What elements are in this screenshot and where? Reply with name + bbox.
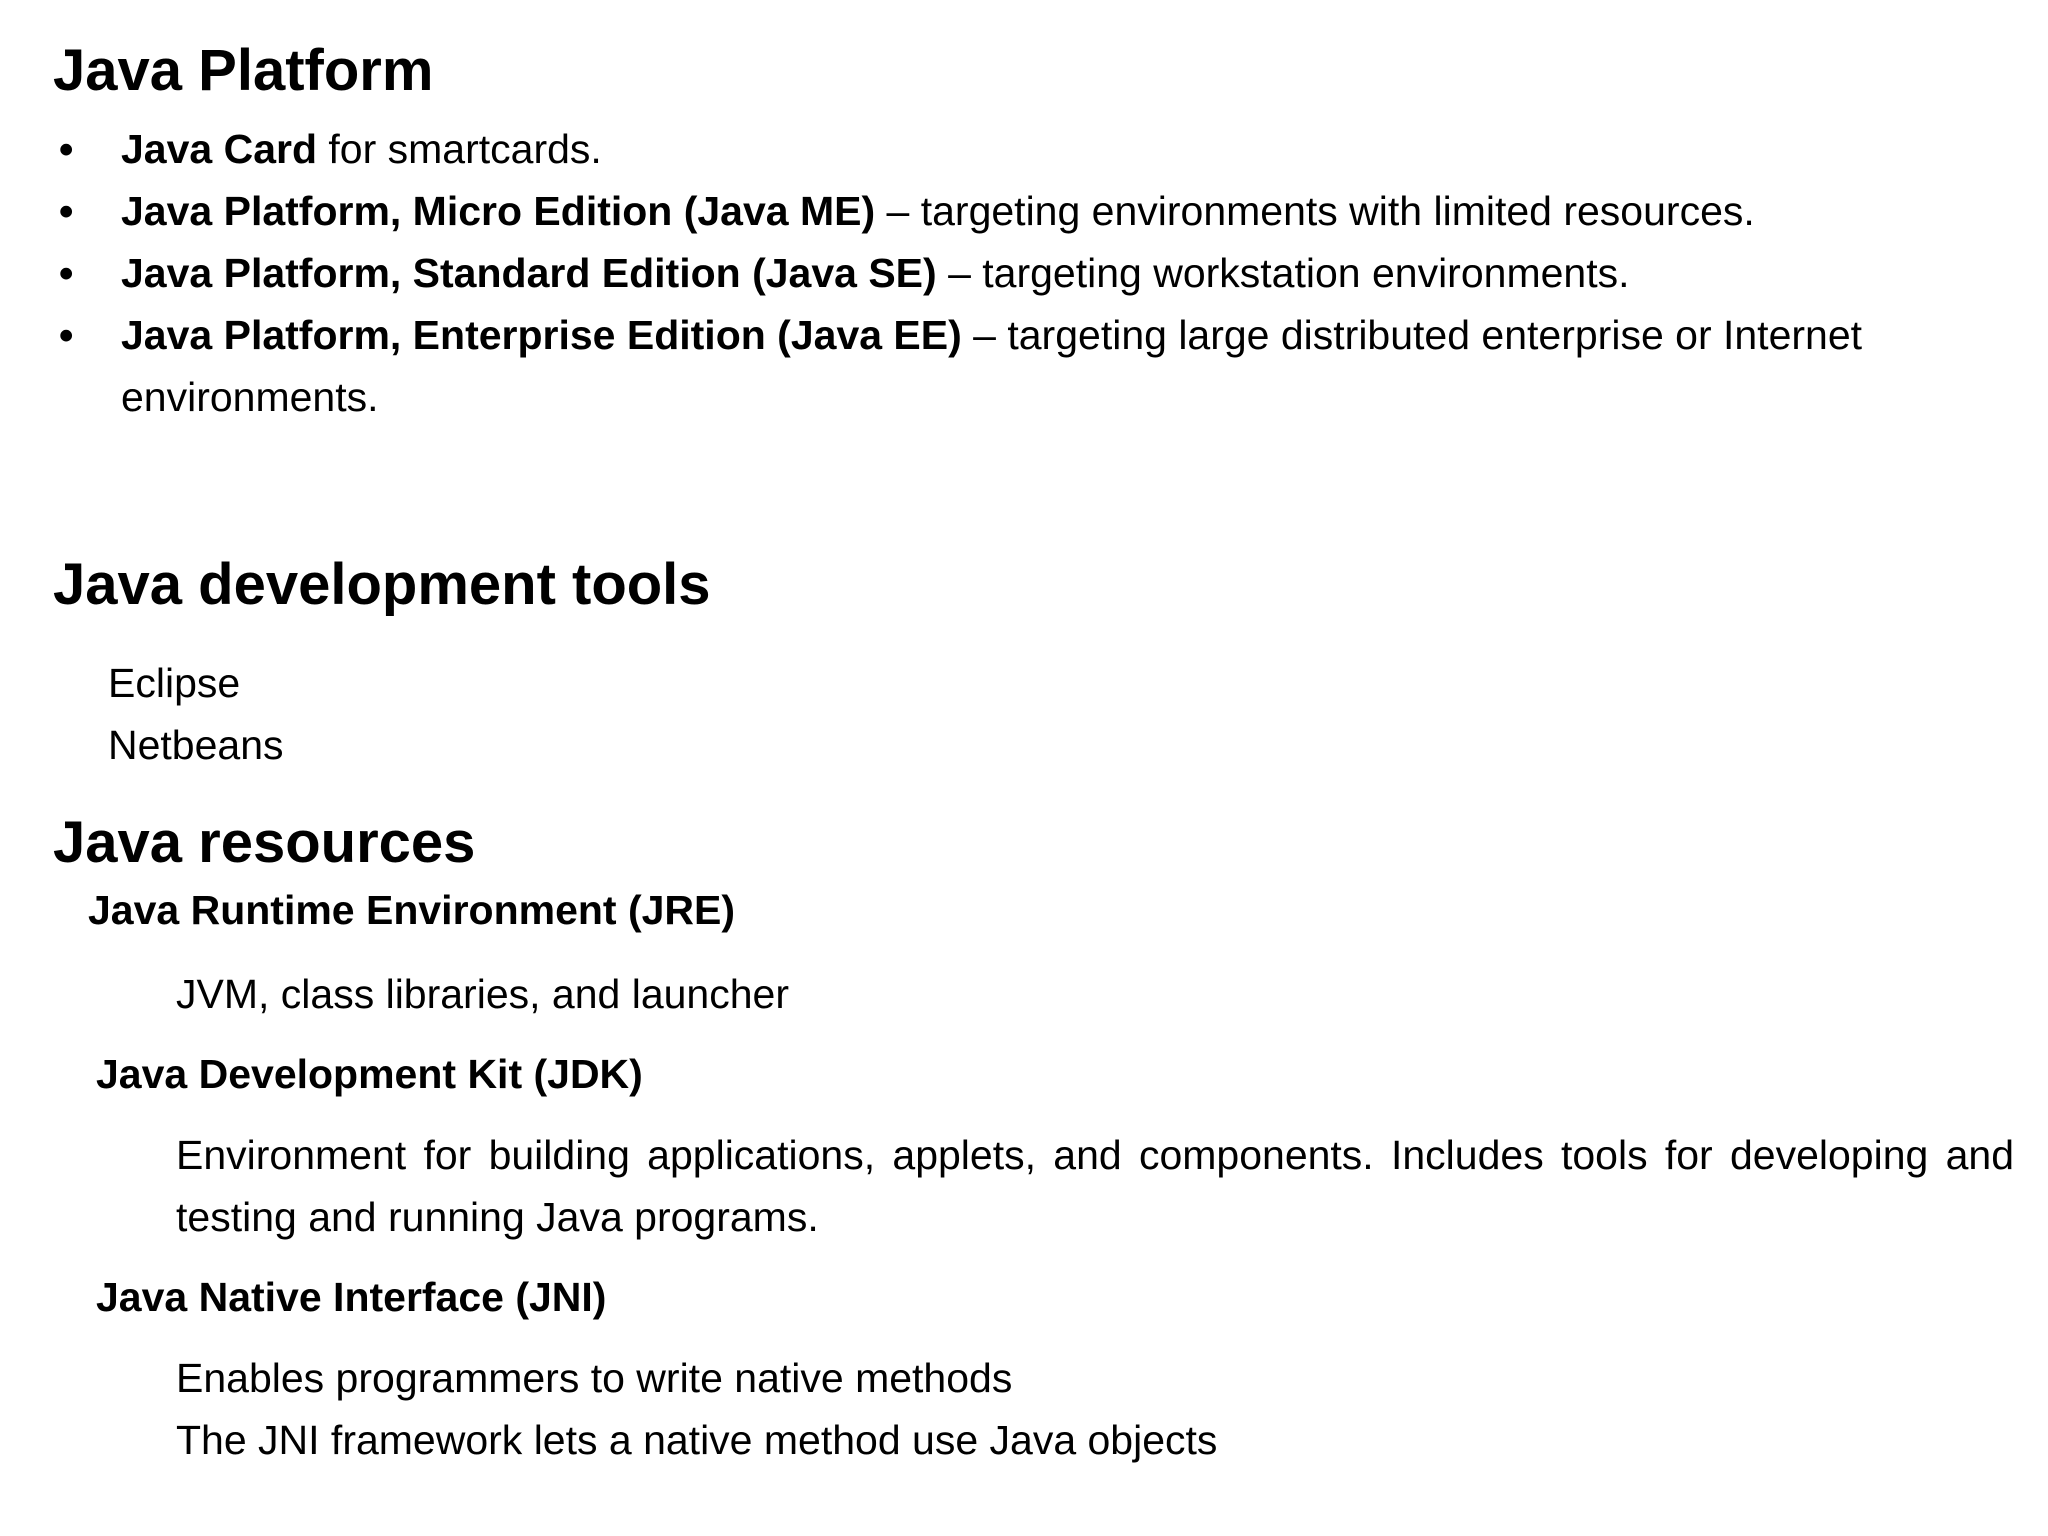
list-item [53, 180, 1821, 242]
bullet-icon: • [59, 126, 74, 172]
bullet-bold-text: Java Platform, Enterprise Edition (Java EE) [121, 312, 962, 358]
tools-list [108, 652, 284, 776]
jni-title: Java Native Interface (JNI) [96, 1274, 607, 1320]
list-item [53, 118, 1953, 180]
jni-description [176, 1347, 2014, 1471]
bullet-icon: • [59, 188, 74, 234]
list-item [53, 242, 1953, 304]
list-item [53, 304, 1981, 428]
tools-heading: Java development tools [53, 552, 711, 617]
resources-heading: Java resources [53, 810, 476, 875]
bullet-icon: • [59, 312, 74, 358]
jni-description-line: The JNI framework lets a native method use Java objects [176, 1417, 1218, 1463]
jdk-description: Environment for building applications, applets, and components. Includes tools for developing and testing and running Java programs. [176, 1132, 2014, 1240]
bullet-bold-text: Java Platform, Micro Edition (Java ME) [121, 188, 876, 234]
jni-description-line: Enables programmers to write native methods [176, 1355, 1013, 1401]
bullet-text: for smartcards. [317, 126, 602, 172]
bullet-text: – targeting workstation environments. [936, 250, 1630, 296]
bullet-bold-text: Java Platform, Standard Edition (Java SE) [121, 250, 937, 296]
jdk-title: Java Development Kit (JDK) [96, 1051, 643, 1097]
bullet-text: – targeting environments with limited resources. [875, 188, 1755, 234]
bullet-bold-text: Java Card [121, 126, 318, 172]
list-item: Eclipse [108, 660, 241, 706]
platform-heading: Java Platform [53, 38, 434, 103]
bullet-text: – targeting large distributed enterprise or Internet environments. [121, 312, 1863, 420]
jre-description: JVM, class libraries, and launcher [176, 971, 789, 1017]
platform-bullet-list [53, 118, 1953, 428]
list-item: Netbeans [108, 722, 284, 768]
jre-title: Java Runtime Environment (JRE) [88, 887, 736, 933]
bullet-icon: • [59, 250, 74, 296]
